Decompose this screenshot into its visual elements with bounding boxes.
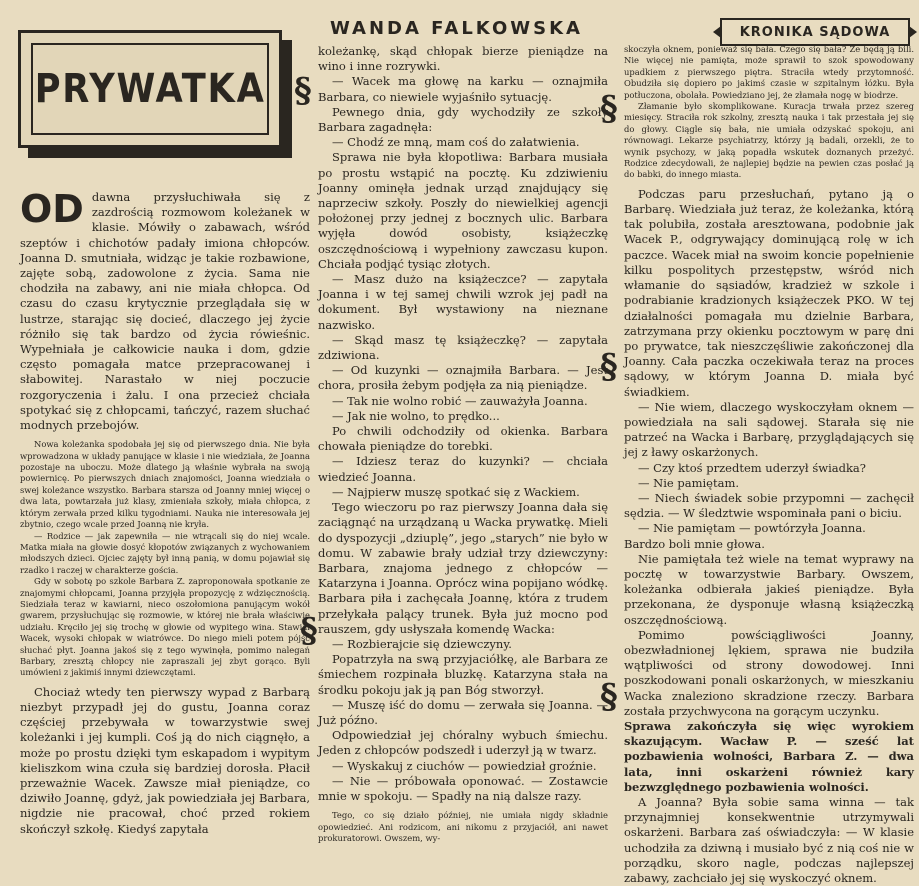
article-paragraph: — Idziesz teraz do kuzynki? — chciała wiedzieć Joanna.: [318, 454, 608, 484]
article-paragraph: Chociaż wtedy ten pierwszy wypad z Barbarą niezbyt przypadł jej do gustu, Joanna coraz częściej przebywała w towarzystwie swej koleżanki i jej kumpli. Coś ją do nich ciągnęło, a może po prostu dzięki tym eskapadom i wypitym kieliszkom wina czuła się bardziej dorosła. Płacił przeważnie Wacek. Zawsze miał pieniądze, co dziwiło Joannę, gdyż, jak powiedziała jej Barbara, nigdzie nie pracował, choć przed rokiem skończył szkołę. Kiedyś zapytała: [20, 684, 310, 836]
section-mark-icon: §: [600, 89, 618, 129]
article-column-1: [20, 187, 310, 836]
article-paragraph: Nie pamiętała też wiele na temat wyprawy na pocztę w towarzystwie Barbary. Owszem, koleżanka odbierała jakieś pieniądze. Była przekonana, że dysponuje własną książeczką oszczędnościową.: [624, 551, 914, 627]
article-paragraph: — Nie — próbowała oponować. — Zostawcie mnie w spokoju. — Spadły na nią dalsze razy.: [318, 773, 608, 803]
article-paragraph: — Rodzice — jak zapewniła — nie wtrącali się do niej wcale. Matka miała na głowie dosyć kłopotów związanych z wychowaniem młodszych dzieci. Ojciec zajęty był inną panią, w domu pojawiał się rzadko i raczej w charakterze gościa.: [20, 530, 310, 575]
article-paragraph: Tego wieczoru po raz pierwszy Joanna dała się zaciągnąć na urządzaną u Wacka prywatkę. Mieli do dyspozycji „dziuplę”, jego „starych” nie było w domu. W zabawie brały udział trzy dziewczyny: Barbara, znajoma jednego z chłopców — Katarzyna i Joanna. Oprócz wina popijano wódkę. Barbara piła i zachęcała Joannę, która z trudem przełykała palący trunek. Była już mocno pod rauszem, gdy usłyszała komendę Wacka:: [318, 500, 608, 636]
article-column-2: [318, 44, 608, 843]
article-paragraph: Odpowiedział jej chóralny wybuch śmiechu. Jeden z chłopców podszedł i uderzył ją w twarz.: [318, 728, 608, 758]
article-paragraph: Bardzo boli mnie głowa.: [624, 536, 765, 551]
article-paragraph: — Nie pamiętam — powtórzyła Joanna.: [638, 521, 866, 536]
article-paragraph: — Od kuzynki — oznajmiła Barbara. — Jest chora, prosiła żebym podjęła za nią pieniądze.: [318, 363, 608, 393]
headline-box: [18, 30, 282, 148]
article-paragraph: Pewnego dnia, gdy wychodziły ze szkoły Barbara zagadnęła:: [318, 104, 608, 135]
article-paragraph: — Tak nie wolno robić — zauważyła Joanna.: [332, 393, 588, 408]
article-paragraph: — Wyskakuj z ciuchów — powiedział groźnie.: [332, 758, 597, 773]
section-mark-icon: §: [600, 677, 618, 717]
article-paragraph: — Niech świadek sobie przypomni — zachęcił sędzia. — W śledztwie wspominała pani o biciu.: [624, 490, 914, 521]
article-column-3: [624, 44, 914, 886]
article-paragraph: Po chwili odchodziły od okienka. Barbara chowała pieniądze do torebki.: [318, 424, 608, 454]
section-mark-icon: §: [300, 611, 318, 651]
article-paragraph: Nowa koleżanka spodobała jej się od pierwszego dnia. Nie była wprowadzona w układy panujące w klasie i nie wiedziała, że Joanna pozostaje na uboczu. Może dlatego ją właśnie wybrała na swoją powiernicę. Po pierwszych dniach znajomości, Joanna wiedziała o swej koleżance wszystko. Barbara starsza od Joanny mniej więcej o dwa lata, powtarzała już klasy, zmieniała szkoły, miała chłopca, z którym zerwała przed kilku tygodniami. Nauka nie interesowała jej zbytnio, czego wcale przed Joanną nie kryła.: [20, 439, 310, 530]
article-paragraph: Podczas paru przesłuchań, pytano ją o Barbarę. Wiedziała już teraz, że koleżanka, którą tak polubiła, została aresztowana, podobnie jak Wacek P., odgrywający dominującą rolę w ich paczce. Wacek miał na swoim koncie popełnienie kilku pospolitych przestępstw, wśród nich włamanie do sąsiadów, kradzież w szkole i podrabianie kradzionych książeczek PKO. W tej działalności pomagała mu dzielnie Barbara, zatrzymana przy okienku pocztowym w parę dni po prywatce, tak nieszczęśliwie zakończonej dla Joanny. Cała paczka oczekiwała teraz na proces sądowy, w którym Joanna D. miała być świadkiem.: [624, 186, 914, 399]
article-paragraph: koleżankę, skąd chłopak bierze pieniądze na wino i inne rozrywki.: [318, 44, 608, 74]
article-paragraph: — Najpierw muszę spotkać się z Wackiem.: [332, 484, 580, 499]
article-paragraph: — Nie wiem, dlaczego wyskoczyłam oknem — powiedziała na sali sądowej. Starała się nie patrzeć na Wacka i Barbarę, przyglądających się jej z ławy oskarżonych.: [624, 399, 914, 460]
article-paragraph: — Czy ktoś przedtem uderzył świadka?: [638, 460, 866, 475]
article-paragraph: skoczyła oknem, ponieważ się bała. Czego się bała? Że będą ją bili. Nie więcej nie pamięta, może sprawił to szok spowodowany upadkiem z pierwszego piętra. Straciła wtedy przytomność. Obudziła się dopiero po jakimś czasie w szpitalnym łóżku. Była potłuczona, obolała. Powiedziano jej, że złamała nogę w biodrze.: [624, 44, 914, 100]
article-paragraph: — Muszę iść do domu — zerwała się Joanna. — Już późno.: [318, 697, 608, 727]
article-paragraph: Sprawa zakończyła się więc wyrokiem skazującym. Wacław P. — sześć lat pozbawienia wolności, Barbara Z. — dwa lata, inni oskarżeni również kary bezwzględnego pozbawienia wolności.: [624, 718, 914, 794]
article-paragraph: Popatrzyła na swą przyjaciółkę, ale Barbara ze śmiechem rozpinała bluzkę. Katarzyna stała na środku pokoju jak ją pan Bóg stworzył.: [318, 652, 608, 697]
article-paragraph: — Rozbierajcie się dziewczyny.: [332, 636, 512, 651]
article-paragraph: Złamanie było skomplikowane. Kuracja trwała przez szereg miesięcy. Straciła rok szkolny, zresztą nauka i tak przestała jej się do głowy. Ciągle się bała, nie umiała odzyskać spokoju, ani równowagi. Lekarze psychiatrzy, którzy ją badali, orzekli, że to wynik psychozy, w jaką popadła wskutek doznanych przeżyć. Rodzice zdecydowali, że najlepiej będzie na pewien czas posłać ją do babki, do innego miasta.: [624, 101, 914, 180]
article-paragraph: Gdy w sobotę po szkole Barbara Z. zaproponowała spotkanie ze znajomymi chłopcami, Joanna przyjęła propozycję z wdzięcznością. Siedziała teraz w kawiarni, nieco oszołomiona panującym wokół gwarem, przysłuchując się rozmowie, w której nie brała właściwie udziału. Kręciło jej się trochę w głowie od wypitego wina. Stawiał Wacek, wysoki chłopak w wiatrówce. Do niego mieli potem pójść słuchać płyt. Joanna jakoś się z tego wywinęła, pomimo nalegań Barbary, zresztą chłopcy nie zapraszali jej zbyt gorąco. Byli umówieni z jakimiś innymi dziewczętami.: [20, 576, 310, 678]
article-paragraph: Pomimo powściągliwości Joanny, obezwładnionej lękiem, sprawa nie budziła wątpliwości od strony dowodowej. Inni poszkodowani ponali oskarżonych, w mieszkaniu Wacka znaleziono skradzione rzeczy. Barbara została przychwycona na gorącym uczynku.: [624, 627, 914, 718]
article-paragraph: — Chodź ze mną, mam coś do załatwienia.: [332, 135, 580, 150]
headline-frame: [31, 43, 269, 135]
article-paragraph: — Wacek ma głowę na karku — oznajmiła Barbara, co niewiele wyjaśniło sytuację.: [318, 74, 608, 104]
article-paragraph: — Skąd masz tę książeczkę? — zapytała zdziwiona.: [318, 332, 608, 363]
article-paragraph: Tego, co się działo później, nie umiała nigdy składnie opowiedzieć. Ani rodzicom, ani nikomu z przyjaciół, ani nawet prokuratorowi. Owszem, wy-: [318, 810, 608, 843]
article-paragraph: A Joanna? Była sobie sama winna — tak przynajmniej konsekwentnie utrzymywali oskarżeni. Barbara zaś oświadczyła: — W klasie uchodziła za dziwną i musiało być z nią coś nie w porządku, skoro nagle, podczas najlepszej zabawy, zachciało jej się wyskoczyć oknem.: [624, 795, 914, 886]
article-paragraph: Sprawa nie była kłopotliwa: Barbara musiała po prostu wstąpić na pocztę. Ku zdziwieniu Joanny ominęła jednak urząd znajdujący się naprzeciw szkoły. Poszły do niewielkiej agencji położonej przy jednej z bocznych ulic. Barbara wyjęła dowód osobisty, książeczkę oszczędnościową i wypełniony zawczasu kupon. Chciała podjąć tysiąc złotych.: [318, 150, 608, 271]
section-label: KRONIKA SĄDOWA: [720, 18, 910, 46]
section-mark-icon: §: [600, 347, 618, 387]
author-byline: WANDA FALKOWSKA: [330, 18, 583, 39]
article-paragraph: dawna przysłuchiwała się z zazdrością rozmowom koleżanek w klasie. Mówiły o zabawach, wśród szeptów i chichotów padały imiona chłopców. Joanna D. smutniała, widząc je takie rozbawione, zajęte sobą, zadowolone z życia. Sama nie chodziła na zabawy, ani nie miała chłopca. Od czasu do czasu krytycznie przeglądała się w lustrze, starając się docieć, dlaczego jej życie różniło się tak bardzo od życia rówieśnic. Wypełniała je całkowicie nauka i dom, gdzie często pomagała matce przepracowanej i słabowitej. Narastało w niej poczucie rozgoryczenia i żalu. I ona przecież chciała spotykać się z chłopcami, tańczyć, razem słuchać modnych przebojów.: [20, 190, 310, 433]
article-paragraph: — Nie pamiętam.: [638, 475, 740, 490]
drop-cap: OD: [20, 187, 84, 231]
section-mark-icon: §: [294, 71, 312, 111]
article-paragraph: — Jak nie wolno, to prędko...: [332, 408, 500, 423]
article-paragraph: — Masz dużo na książeczce? — zapytała Joanna i w tej samej chwili wzrok jej padł na dokument. Był wystawiony na nieznane nazwisko.: [318, 272, 608, 332]
headline-title: PRYWATKA: [34, 66, 266, 112]
